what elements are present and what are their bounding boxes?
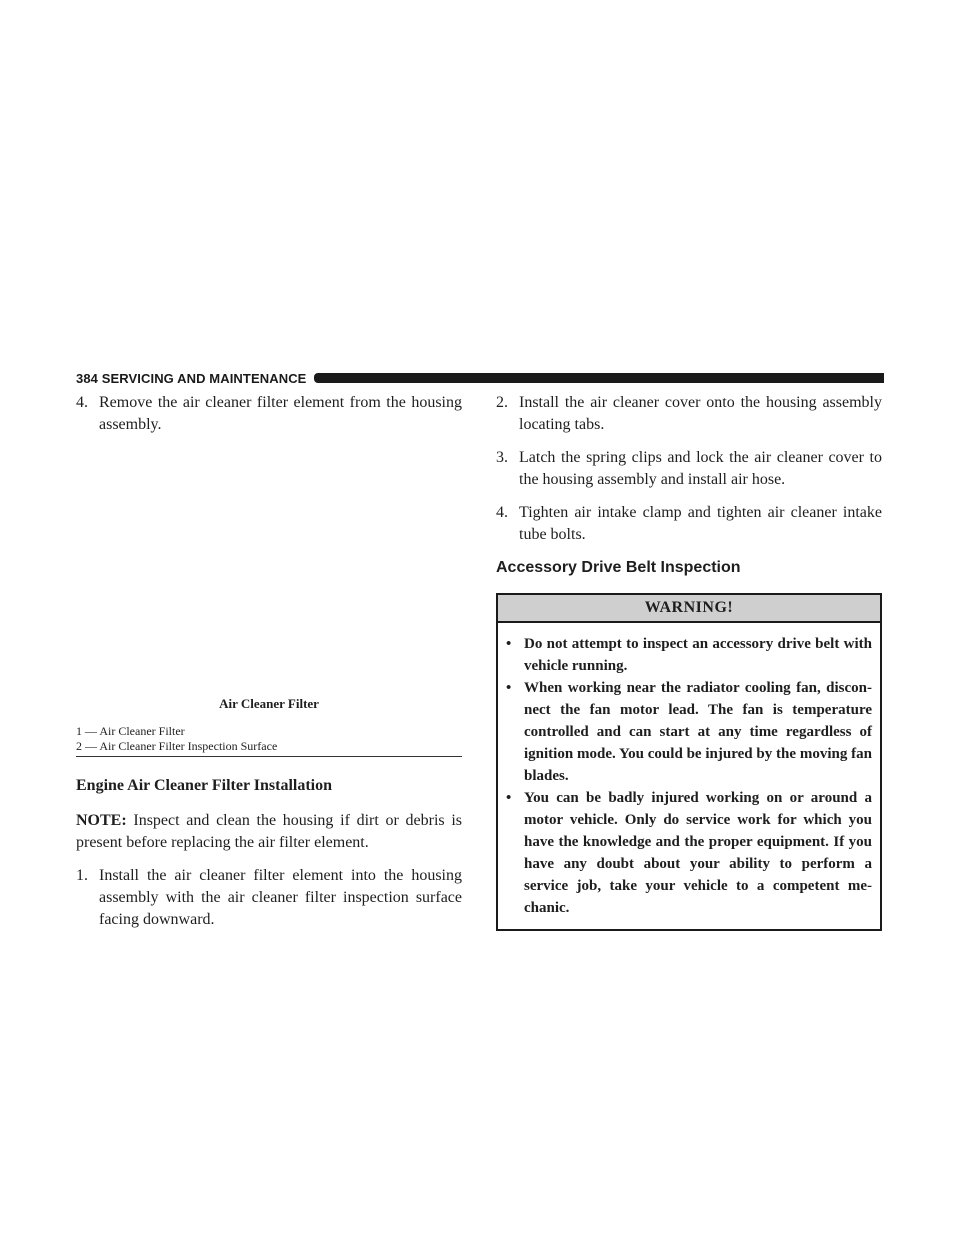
bullet-icon: • [506, 680, 512, 696]
header-text [76, 371, 314, 386]
step-4: 4. Tighten air intake clamp and tighten air cleaner intake tube bolts. [496, 504, 882, 543]
figure-caption: Air Cleaner Filter [219, 696, 319, 711]
installation-heading: Engine Air Cleaner Filter Installation [76, 777, 333, 794]
step-3: 3. Latch the spring clips and lock the air cleaner cover to the housing assembly and install air hose. [496, 449, 882, 488]
figure-image-area [76, 447, 462, 693]
warning-item: • Do not attempt to inspect an accessory drive belt with vehicle running. [506, 633, 872, 677]
step-1-install: 1. Install the air cleaner filter element into the housing assembly with the air cleaner filter inspection surface facing downward. [76, 867, 462, 928]
section-title: Accessory Drive Belt Inspection [496, 559, 741, 576]
legend-item: 2 — Air Cleaner Filter Inspection Surface [76, 739, 278, 753]
step-4-remove: 4. Remove the air cleaner filter element from the housing assembly. [76, 394, 462, 433]
right-column [496, 392, 882, 931]
warning-item: • When working near the radiator cooling fan, discon-nect the fan motor lead. The fan is temperature controlled and can start at any time regardless of ignition mode. You could be injured by the moving fan blades. [506, 677, 872, 787]
page-header [76, 370, 884, 386]
left-column [76, 392, 462, 942]
header-bar [314, 373, 884, 383]
warning-box [496, 593, 882, 931]
warning-item: • You can be badly injured working on or around a motor vehicle. Only do service work for which you have the knowledge and the proper equipment. If you have any doubt about your ability to perform a service job, take your vehicle to a competent me-chanic. [506, 787, 872, 919]
note-paragraph: NOTE: Inspect and clean the housing if dirt or debris is present before replacing the air filter element. [76, 812, 462, 851]
figure-legend [76, 724, 462, 754]
legend-item: 1 — Air Cleaner Filter [76, 724, 185, 738]
page-number: 384 [76, 370, 98, 386]
warning-body [498, 623, 880, 929]
bullet-icon: • [506, 790, 512, 806]
warning-title: WARNING! [498, 595, 880, 623]
step-2: 2. Install the air cleaner cover onto the housing assembly locating tabs. [496, 394, 882, 433]
bullet-icon: • [506, 636, 512, 652]
figure-rule [76, 756, 462, 757]
note-label: NOTE: [76, 812, 127, 829]
section-name: SERVICING AND MAINTENANCE [101, 370, 307, 386]
